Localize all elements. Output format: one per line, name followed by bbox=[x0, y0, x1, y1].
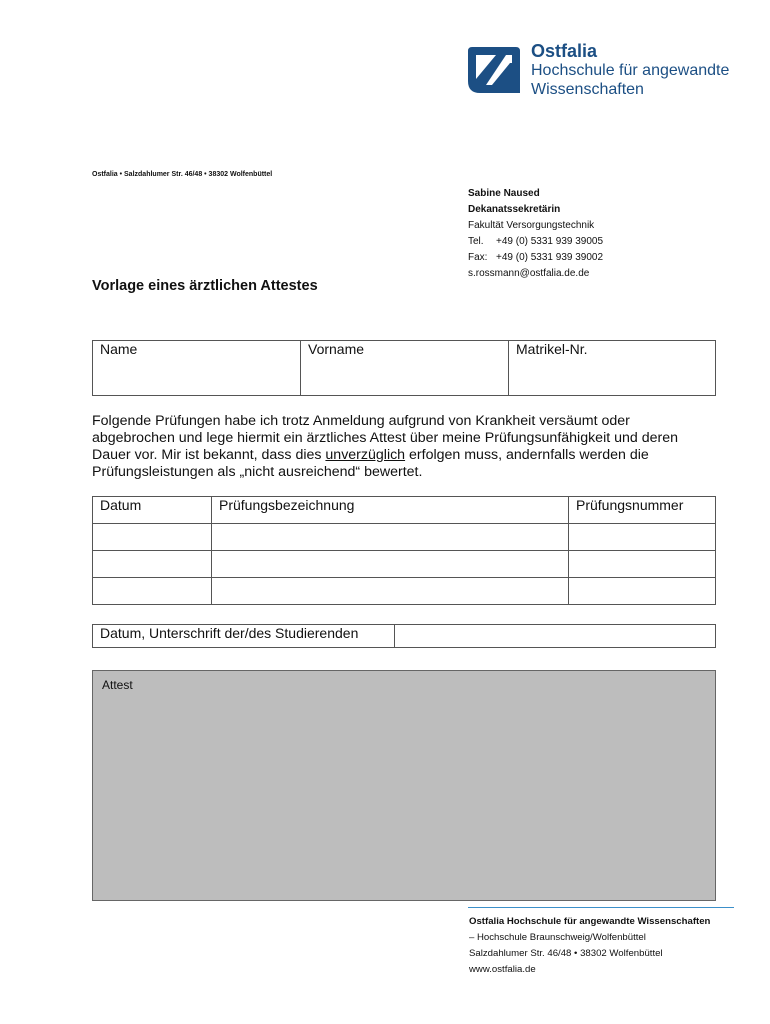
contact-name: Sabine Naused bbox=[468, 188, 540, 199]
attest-label: Attest bbox=[102, 678, 133, 692]
matrikel-label: Matrikel-Nr. bbox=[516, 341, 588, 357]
footer-line-3: Salzdahlumer Str. 46/48 • 38302 Wolfenbüttel bbox=[469, 948, 663, 959]
nummer-cell[interactable] bbox=[569, 551, 716, 578]
fax-value: +49 (0) 5331 939 39002 bbox=[496, 252, 604, 263]
tel-label: Tel. bbox=[468, 236, 484, 247]
logo-wordmark bbox=[531, 42, 729, 99]
intro-underlined: unverzüglich bbox=[325, 447, 406, 463]
exam-table-header bbox=[93, 497, 716, 524]
col-datum: Datum bbox=[93, 497, 212, 524]
contact-faculty: Fakultät Versorgungstechnik bbox=[468, 220, 595, 231]
contact-fax bbox=[468, 250, 603, 266]
footer-website: www.ostfalia.de bbox=[469, 964, 536, 975]
datum-cell[interactable] bbox=[93, 524, 212, 551]
matrikel-field[interactable] bbox=[509, 341, 716, 396]
tel-value: +49 (0) 5331 939 39005 bbox=[496, 236, 604, 247]
datum-cell[interactable] bbox=[93, 551, 212, 578]
signature-label: Datum, Unterschrift der/des Studierenden bbox=[93, 625, 395, 648]
vorname-field[interactable] bbox=[301, 341, 509, 396]
student-table bbox=[92, 340, 716, 396]
intro-paragraph bbox=[92, 413, 714, 481]
sender-address: Ostfalia • Salzdahlumer Str. 46/48 • 38302 Wolfenbüttel bbox=[92, 171, 273, 178]
intro-text-start: Folgende Prüfungen habe ich trotz Anmeldung aufgrund von Krankheit versäumt oder abgebrochen und lege hiermit ein ärztliches Attest über meine Prüfungsunfähigkeit und deren Dauer vor. Mir ist bekannt, dass dies bbox=[92, 413, 679, 463]
nummer-cell[interactable] bbox=[569, 524, 716, 551]
contact-tel bbox=[468, 234, 603, 250]
table-row bbox=[93, 551, 716, 578]
bezeichnung-cell[interactable] bbox=[212, 524, 569, 551]
datum-cell[interactable] bbox=[93, 578, 212, 605]
logo-line-1: Hochschule für angewandte bbox=[531, 62, 730, 79]
footer-line-2: – Hochschule Braunschweig/Wolfenbüttel bbox=[469, 932, 646, 943]
bezeichnung-cell[interactable] bbox=[212, 578, 569, 605]
footer-divider bbox=[468, 907, 734, 908]
attest-box[interactable] bbox=[92, 670, 716, 901]
ostfalia-logo-icon bbox=[466, 43, 522, 97]
col-nummer: Prüfungsnummer bbox=[569, 497, 716, 524]
contact-block bbox=[468, 186, 603, 282]
contact-role: Dekanatssekretärin bbox=[468, 204, 561, 215]
col-bezeichnung: Prüfungsbezeichnung bbox=[212, 497, 569, 524]
logo-name: Ostfalia bbox=[531, 41, 598, 61]
name-label: Name bbox=[100, 341, 138, 357]
name-field[interactable] bbox=[93, 341, 301, 396]
signature-field[interactable] bbox=[395, 625, 716, 648]
signature-table bbox=[92, 624, 716, 648]
bezeichnung-cell[interactable] bbox=[212, 551, 569, 578]
exam-table bbox=[92, 496, 716, 605]
document-title: Vorlage eines ärztlichen Attestes bbox=[92, 278, 318, 294]
footer-line-1: Ostfalia Hochschule für angewandte Wissenschaften bbox=[469, 916, 711, 927]
vorname-label: Vorname bbox=[308, 341, 365, 357]
table-row bbox=[93, 578, 716, 605]
nummer-cell[interactable] bbox=[569, 578, 716, 605]
footer-address bbox=[469, 914, 710, 978]
logo-line-2: Wissenschaften bbox=[531, 81, 644, 98]
fax-label: Fax: bbox=[468, 252, 488, 263]
table-row bbox=[93, 524, 716, 551]
contact-email: s.rossmann@ostfalia.de.de bbox=[468, 268, 590, 279]
intro-text-end: erfolgen muss, andernfalls werden die Prüfungsleistungen als „nicht ausreichend“ bewertet. bbox=[92, 447, 649, 480]
